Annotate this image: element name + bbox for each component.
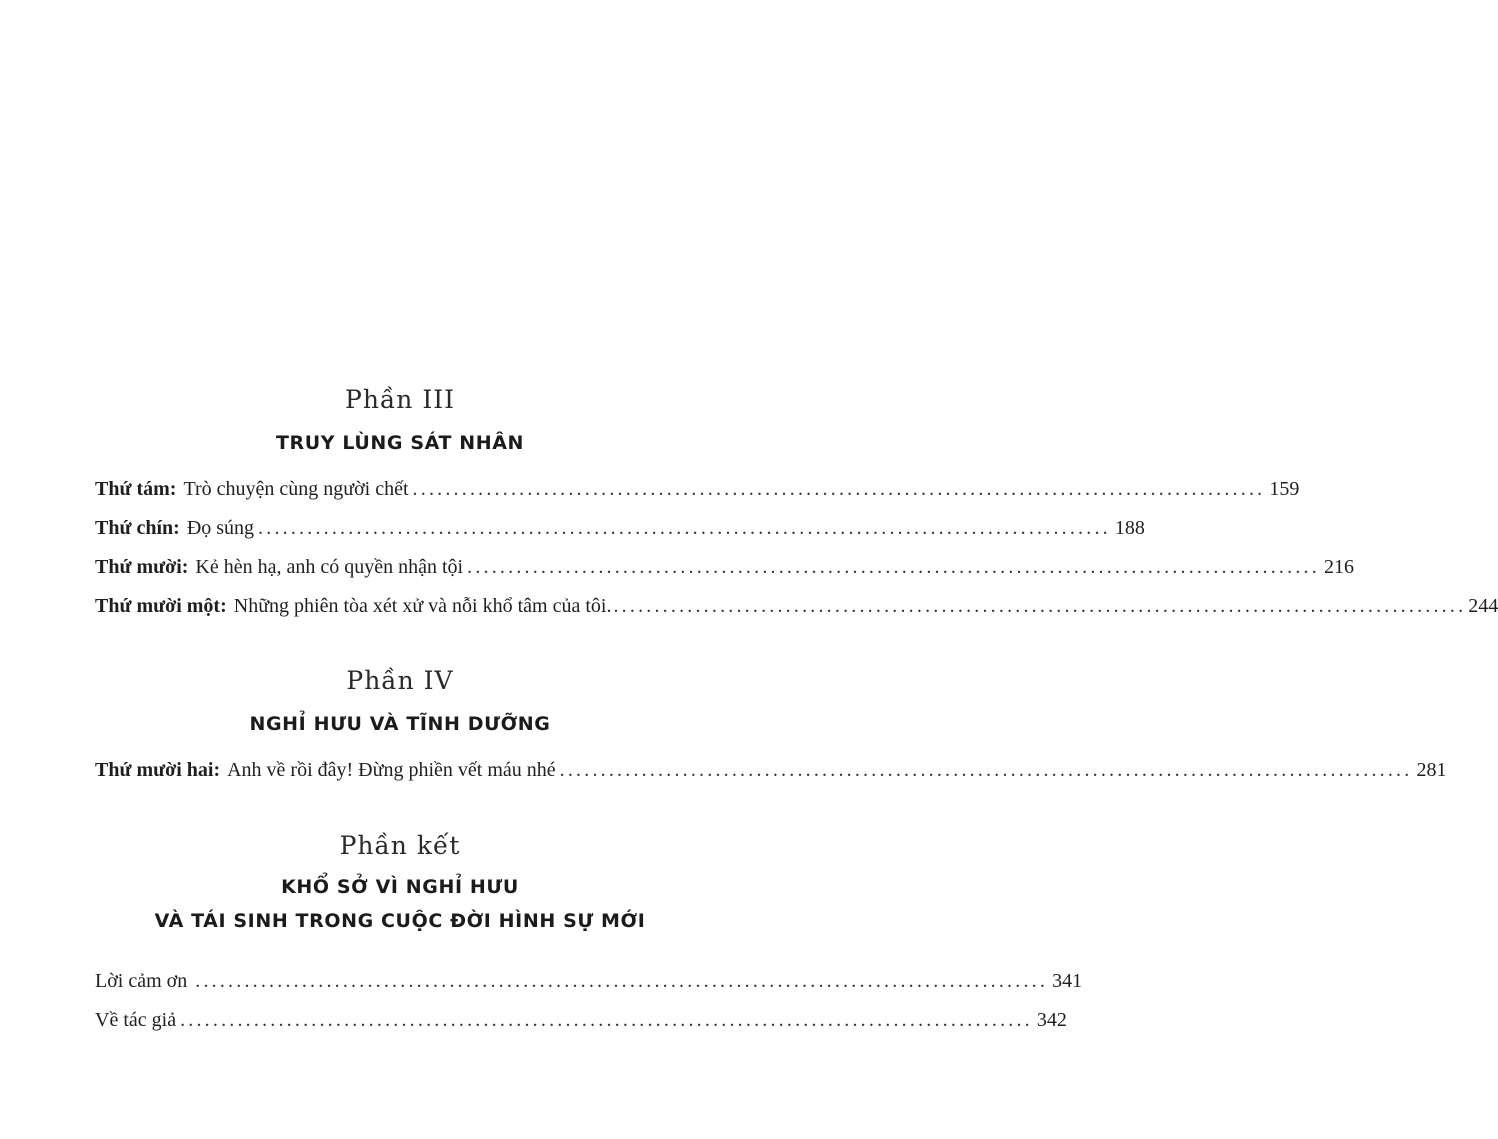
toc-entry [95, 1009, 1067, 1039]
part-label: Phần kết [339, 831, 461, 860]
dot-leader: ........................................................................................................ [195, 970, 1049, 992]
toc-page-number: 216 [1323, 556, 1354, 578]
toc-entry [95, 595, 1498, 625]
toc-entry [95, 478, 1300, 508]
dot-leader: ........................................................................................................ [467, 556, 1320, 578]
toc-title: Anh về rồi đây! Đừng phiền vết máu nhé [227, 759, 556, 781]
toc-page-number: 159 [1269, 478, 1300, 500]
toc-title: Trò chuyện cùng người chết [183, 478, 409, 500]
toc-entry [95, 517, 1145, 547]
part-title: TRUY LÙNG SÁT NHÂN [275, 432, 525, 454]
dot-leader: ........................................................................................................ [613, 595, 1467, 617]
toc-chapter: Thứ chín: [95, 517, 180, 539]
toc-entry [95, 556, 1354, 586]
dot-leader: ........................................................................................................ [180, 1009, 1033, 1031]
toc-entry [95, 970, 1083, 1000]
toc-chapter: Thứ mười: [95, 556, 189, 578]
toc-chapter: Thứ mười một: [95, 595, 227, 617]
toc-chapter: Thứ mười hai: [95, 759, 221, 781]
toc-title: Đọ súng [186, 517, 255, 539]
dot-leader: ........................................................................................................ [258, 517, 1111, 539]
dot-leader: ........................................................................................................ [412, 478, 1266, 500]
part-title-line: VÀ TÁI SINH TRONG CUỘC ĐỜI HÌNH SỰ MỚI [154, 910, 646, 932]
toc-page-number: 244 [1468, 595, 1498, 617]
toc-page-number: 188 [1114, 517, 1145, 539]
part-label: Phần IV [346, 666, 454, 695]
part-label: Phần III [345, 385, 455, 414]
part-title: NGHỈ HƯU VÀ TĨNH DƯỠNG [249, 713, 551, 735]
toc-page-number: 342 [1036, 1009, 1067, 1031]
toc-page-number: 281 [1416, 759, 1447, 781]
toc-title: Những phiên tòa xét xử và nỗi khổ tâm của tôi. [233, 595, 612, 617]
part-title-line: KHỔ SỞ VÌ NGHỈ HƯU [281, 876, 519, 898]
toc-title: Kẻ hèn hạ, anh có quyền nhận tội [195, 556, 464, 578]
toc-entry [95, 759, 1447, 789]
toc-title: Về tác giả [95, 1009, 177, 1031]
dot-leader: ........................................................................................................ [559, 759, 1413, 781]
toc-page-number: 341 [1052, 970, 1083, 992]
toc-title: Lời cảm ơn [95, 970, 188, 992]
toc-chapter: Thứ tám: [95, 478, 177, 500]
